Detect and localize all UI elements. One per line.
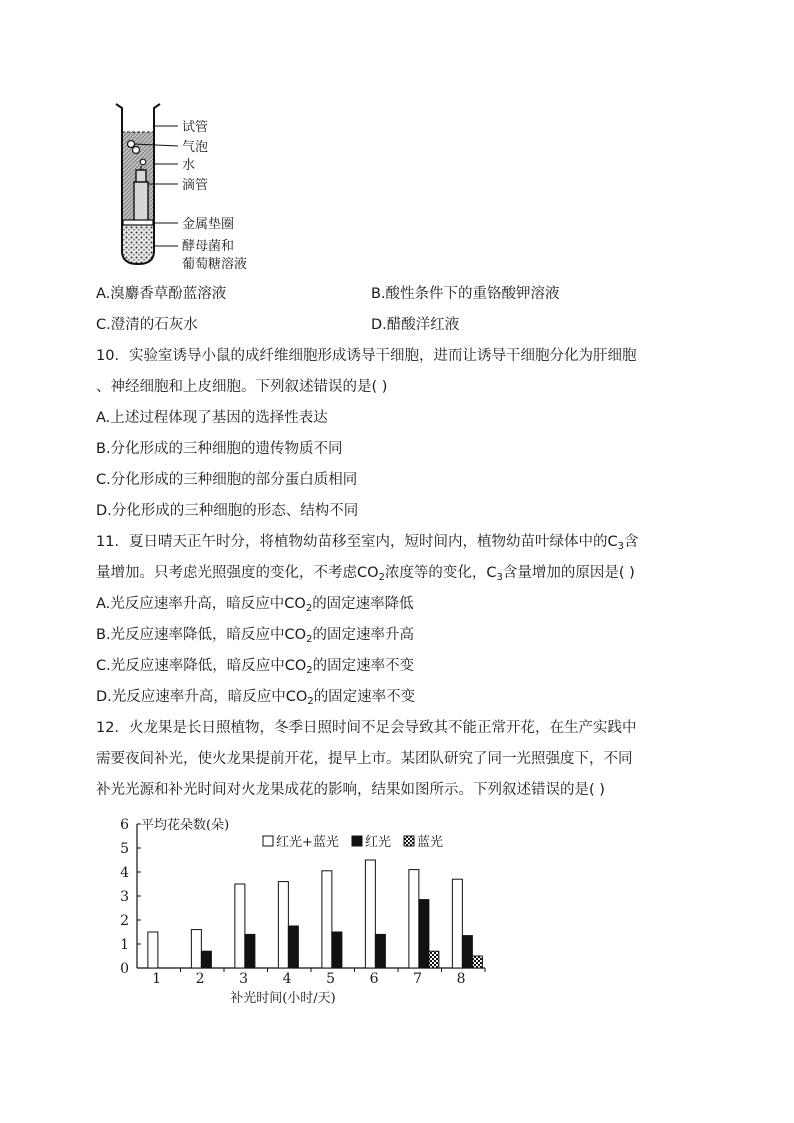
bar (419, 900, 429, 968)
y-tick-label: 1 (120, 937, 129, 953)
q11-option-a: A.光反应速率升高，暗反应中$CO_2$的固定速率降低 (96, 596, 414, 614)
bar (409, 870, 419, 968)
x-tick-label: 8 (456, 971, 466, 987)
q9-option-b: B.酸性条件下的重铬酸钾溶液 (371, 286, 560, 302)
y-tick-label: 0 (120, 961, 129, 977)
x-tick-label: 5 (326, 971, 336, 987)
label-glucose: 葡萄糖溶液 (182, 257, 248, 272)
legend-swatch (263, 836, 273, 846)
bar (472, 956, 482, 968)
label-bubble: 气泡 (182, 140, 209, 155)
q9-option-c: C.澄清的石灰水 (96, 317, 198, 333)
bar (235, 884, 245, 968)
bar (429, 951, 439, 968)
y-tick-label: 2 (120, 913, 129, 929)
bar (332, 932, 342, 968)
flower-count-bar-chart (100, 810, 500, 1010)
metal-washer (123, 220, 153, 225)
label-metal-washer: 金属垫圈 (182, 217, 235, 232)
bar (201, 951, 211, 968)
yeast-solution (122, 224, 154, 264)
y-tick-label: 4 (120, 865, 129, 881)
legend-entry: 红光+蓝光 (276, 835, 339, 850)
x-axis-label: 补光时间(小时/天) (230, 991, 336, 1006)
y-tick-label: 3 (120, 889, 129, 905)
q11-option-b: B.光反应速率降低，暗反应中$CO_2$的固定速率升高 (96, 627, 414, 645)
test-tube-diagram (100, 96, 270, 276)
bar (322, 871, 332, 968)
x-tick-label: 2 (195, 971, 205, 987)
bar (375, 934, 385, 968)
label-dropper: 滴管 (182, 178, 209, 193)
bar (148, 932, 158, 968)
q12-stem-line1: 12．火龙果是长日照植物，冬季日照时间不足会导致其不能正常开花，在生产实践中 (96, 720, 637, 736)
q10-stem-line2: 、神经细胞和上皮细胞。下列叙述错误的是( ) (96, 379, 388, 395)
y-tick-label: 5 (120, 841, 129, 857)
y-tick-label: 6 (120, 817, 129, 833)
legend-entry: 蓝光 (417, 835, 444, 850)
q9-option-a: A.溴麝香草酚蓝溶液 (96, 286, 227, 302)
bar (245, 934, 255, 968)
legend-swatch (352, 836, 362, 846)
bar (278, 882, 288, 968)
q10-option-d: D.分化形成的三种细胞的形态、结构不同 (96, 503, 359, 519)
legend-swatch (404, 836, 414, 846)
q11-stem-line1: 11．夏日晴天正午时分，将植物幼苗移至室内，短时间内，植物幼苗叶绿体中的$C_3$含 (96, 534, 639, 552)
bar (288, 926, 298, 968)
bar (462, 936, 472, 968)
bar (365, 860, 375, 968)
x-tick-label: 4 (282, 971, 292, 987)
dropper (134, 170, 148, 222)
q12-stem-line2: 需要夜间补光，使火龙果提前开花，提早上市。某团队研究了同一光照强度下，不同 (96, 751, 633, 767)
label-water: 水 (182, 158, 196, 173)
q10-stem-line1: 10．实验室诱导小鼠的成纤维细胞形成诱导干细胞，进而让诱导干细胞分化为肝细胞 (96, 348, 637, 364)
x-tick-label: 7 (413, 971, 423, 987)
q11-option-d: D.光反应速率升高，暗反应中$CO_2$的固定速率不变 (96, 689, 416, 707)
q10-option-c: C.分化形成的三种细胞的部分蛋白质相同 (96, 472, 358, 488)
q10-option-b: B.分化形成的三种细胞的遗传物质不同 (96, 441, 343, 457)
x-tick-label: 3 (239, 971, 249, 987)
x-tick-label: 6 (369, 971, 379, 987)
x-tick-label: 1 (152, 971, 162, 987)
q11-option-c: C.光反应速率降低，暗反应中$CO_2$的固定速率不变 (96, 658, 415, 676)
q11-stem-line2: 量增加。只考虑光照强度的变化，不考虑$CO_2$浓度等的变化，$C_3$含量增加的原因是( ) (96, 565, 635, 583)
label-test-tube: 试管 (182, 120, 209, 135)
bubble-icon (128, 141, 135, 148)
bubble-icon (133, 147, 140, 154)
bar (452, 879, 462, 968)
legend-entry: 红光 (365, 835, 392, 850)
q12-stem-line3: 补光光源和补光时间对火龙果成花的影响，结果如图所示。下列叙述错误的是( ) (96, 782, 605, 798)
bubble-icon (140, 159, 146, 165)
y-axis-label: 平均花朵数(朵) (141, 818, 230, 833)
bar (191, 930, 201, 968)
q10-option-a: A.上述过程体现了基因的选择性表达 (96, 410, 328, 426)
q9-option-d: D.醋酸洋红液 (371, 317, 460, 333)
label-yeast: 酵母菌和 (182, 239, 235, 254)
